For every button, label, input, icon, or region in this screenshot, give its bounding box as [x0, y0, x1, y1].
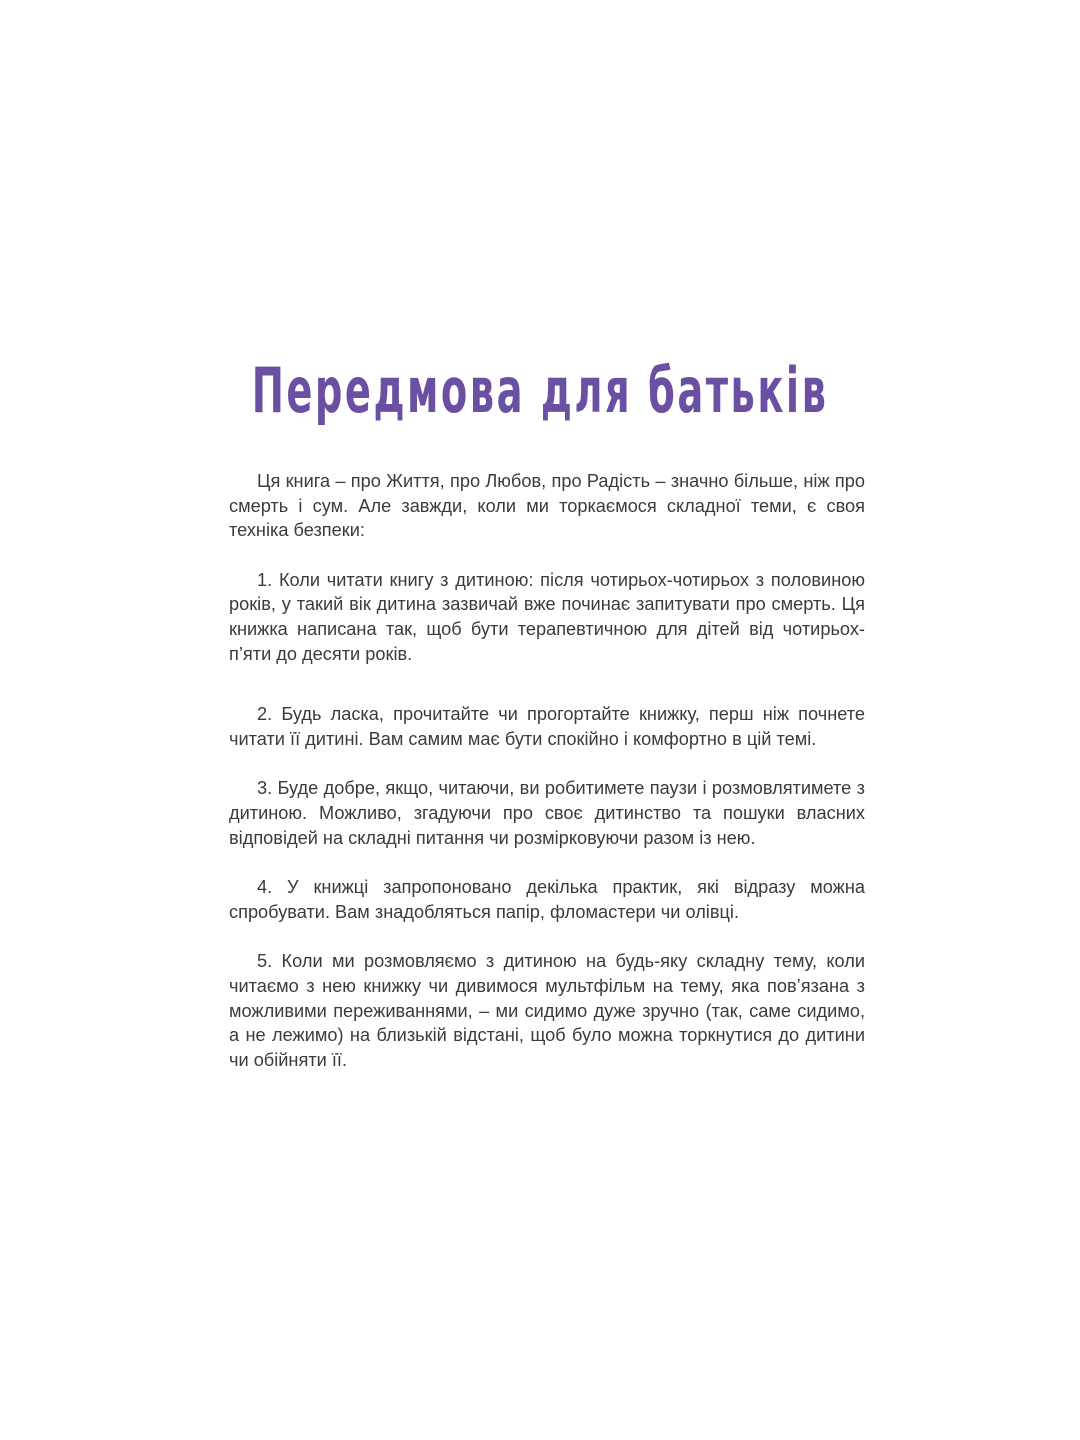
paragraph-item-4: 4. У книжці запропоновано декілька практик, які відразу можна спробувати. Вам знадобляться папір, фломастери чи олівці.	[229, 877, 865, 922]
title-wrapper	[0, 318, 1080, 463]
paragraph-item-2: 2. Будь ласка, прочитайте чи прогортайте книжку, перш ніж почнете читати її дитині. Вам самим має бути спокійно і комфортно в цій темі.	[229, 704, 865, 749]
paragraph-item-3: 3. Буде добре, якщо, читаючи, ви робитимете паузи і розмовлятимете з дитиною. Можливо, згадуючи про своє дитинство та пошуки власних відповідей на складні питання чи розмірковуючи разом із нею.	[229, 778, 865, 848]
paragraph-intro: Ця книга – про Життя, про Любов, про Радість – значно більше, ніж про смерть і сум. Але завжди, коли ми торкаємося складної теми, є своя техніка безпеки:	[229, 471, 865, 541]
paragraph-item-1: 1. Коли читати книгу з дитиною: після чотирьох-чотирьох з половиною років, у такий вік дитина зазвичай вже починає запитувати про смерть. Ця книжка написана так, щоб бути терапевтичною для дітей від чотирьох-п’яти до десяти років.	[229, 569, 865, 664]
paragraph-item-5: 5. Коли ми розмовляємо з дитиною на будь-яку складну тему, коли читаємо з нею книжку чи дивимося мультфільм на тему, яка пов’язана з можливими переживаннями, – ми сидимо дуже зручно (так, саме сидимо, а не лежимо) на близькій відстані, щоб було можна торкнутися до дитини чи обійняти її.	[229, 951, 865, 1070]
preface-body	[229, 469, 865, 1072]
page-title: Передмова для батьків	[251, 353, 829, 427]
